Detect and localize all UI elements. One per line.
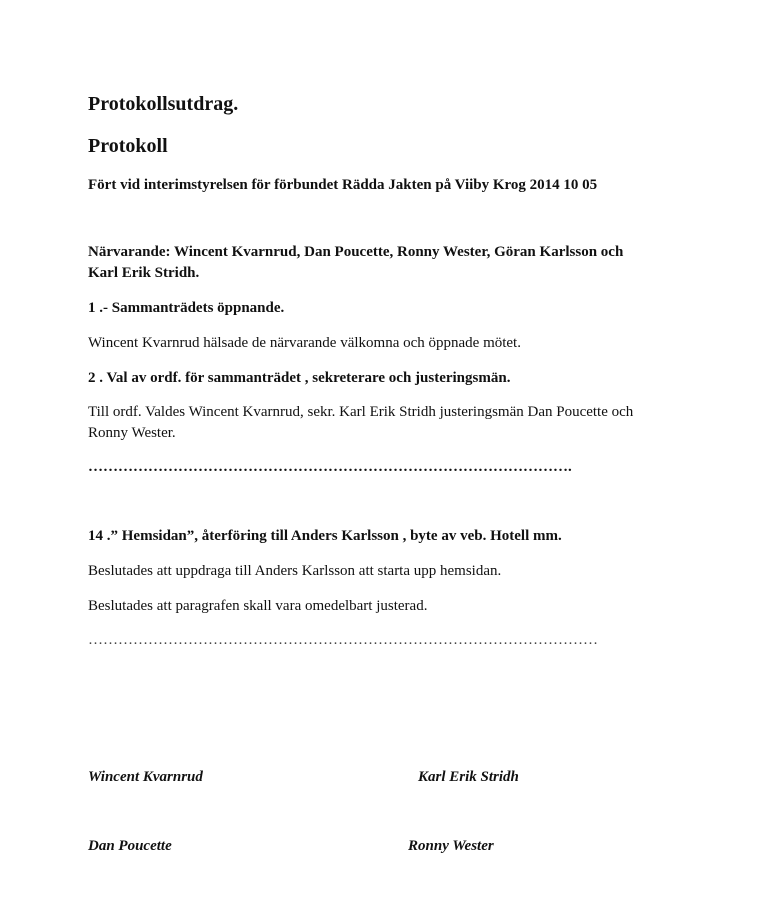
document-title: Protokollsutdrag. — [88, 93, 239, 115]
signature-karl-erik-stridh: Karl Erik Stridh — [418, 769, 519, 785]
section-heading-14: 14 .” Hemsidan”, återföring till Anders Karlsson , byte av veb. Hotell mm. — [88, 528, 562, 544]
section-text-14-line-1: Beslutades att uppdraga till Anders Karlsson att starta upp hemsidan. — [88, 563, 502, 579]
section-text-2-line-1: Till ordf. Valdes Wincent Kvarnrud, sekr. Karl Erik Stridh justeringsmän Dan Poucette och — [88, 404, 634, 420]
section-heading-2: 2 . Val av ordf. för sammanträdet , sekreterare och justeringsmän. — [88, 370, 511, 386]
section-text-14-line-2: Beslutades att paragrafen skall vara omedelbart justerad. — [88, 598, 428, 614]
section-heading-1: 1 .- Sammanträdets öppnande. — [88, 300, 285, 316]
separator-dots-light: ………………………………………………………………………………………… — [88, 632, 598, 648]
signature-ronny-wester: Ronny Wester — [408, 838, 494, 854]
document-subtitle: Protokoll — [88, 135, 168, 157]
section-text-1: Wincent Kvarnrud hälsade de närvarande välkomna och öppnade mötet. — [88, 335, 521, 351]
signature-dan-poucette: Dan Poucette — [88, 838, 172, 854]
separator-dots-bold: ……………………………………………………………………………………. — [88, 459, 572, 475]
attendees-line-1: Närvarande: Wincent Kvarnrud, Dan Poucette, Ronny Wester, Göran Karlsson och — [88, 244, 624, 260]
section-text-2-line-2: Ronny Wester. — [88, 425, 176, 441]
attendees-line-2: Karl Erik Stridh. — [88, 265, 200, 281]
meeting-line: Fört vid interimstyrelsen för förbundet Rädda Jakten på Viiby Krog 2014 10 05 — [88, 177, 598, 193]
signature-wincent-kvarnrud: Wincent Kvarnrud — [88, 769, 203, 785]
